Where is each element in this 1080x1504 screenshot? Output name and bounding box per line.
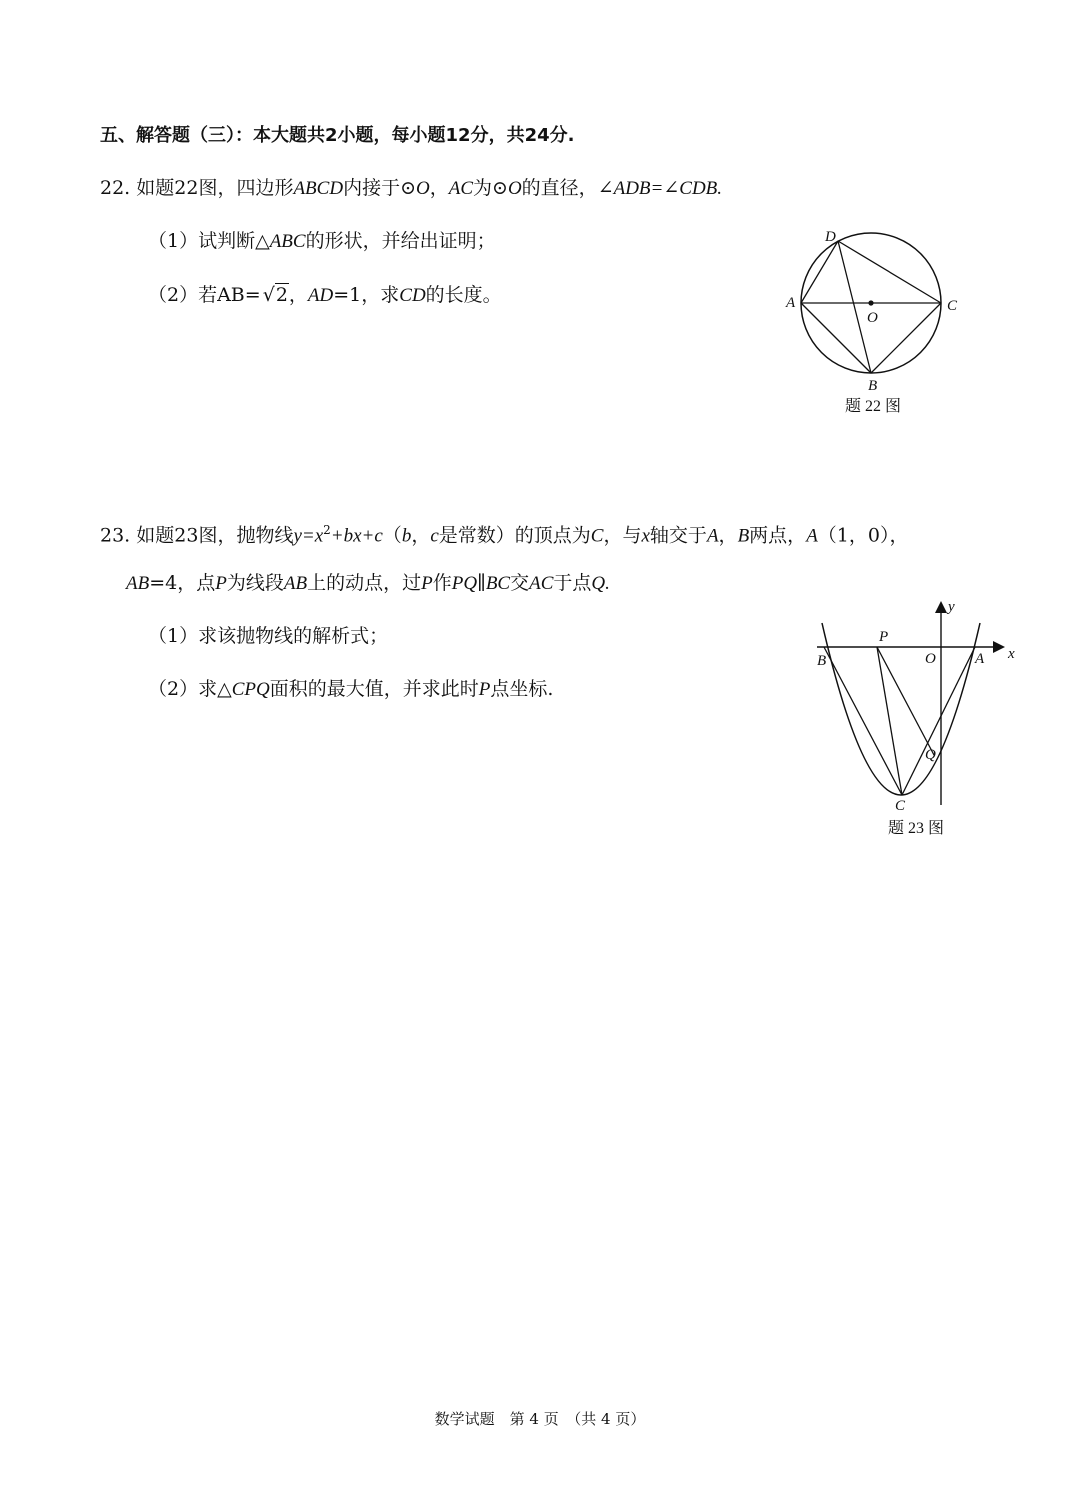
page-footer: 数学试题 第 4 页 （共 4 页）	[434, 1410, 646, 1428]
q23-var: c	[430, 525, 439, 547]
q22-angle-condition: ∠ADB=∠CDB.	[597, 178, 723, 199]
q23-var: B	[737, 525, 750, 547]
q22-part2-text: （2）若AB=	[148, 284, 261, 306]
figure-22	[775, 222, 975, 422]
label-d: D	[825, 229, 836, 245]
q23-var: PQ	[451, 573, 478, 594]
q22-part1-text: 的形状，并给出证明；	[305, 230, 496, 252]
label-y: y	[948, 599, 955, 615]
q23-part2	[148, 676, 553, 703]
q23-var: x	[641, 525, 650, 547]
segment-pc	[877, 647, 902, 795]
q23-part2-text: 点坐标.	[490, 678, 554, 700]
segment-dc	[838, 241, 941, 303]
q23-var: AB	[283, 573, 308, 594]
segment-db	[838, 241, 871, 373]
q23-text: =4，点	[149, 572, 216, 594]
q23-stem-line1	[100, 517, 908, 549]
parabola-curve	[822, 623, 980, 795]
x-axis-arrow-icon	[993, 641, 1005, 653]
q22-part1-text: （1）试判断△	[148, 230, 270, 252]
q22-stem-text: 为⊙	[473, 177, 508, 199]
q22-quad: ABCD	[293, 178, 344, 199]
q22-ac: AC	[448, 178, 474, 199]
parallel-symbol: ∥	[477, 572, 486, 594]
q23-text: ，	[718, 524, 738, 547]
q23-text: 于点	[553, 572, 592, 594]
q23-var: AB	[126, 573, 150, 594]
segment-ad	[801, 241, 838, 303]
q23-var: BC	[485, 573, 511, 594]
q22-part2-text: =1，求	[333, 284, 400, 306]
q22-circle-o: O	[507, 178, 522, 199]
q23-part2-text: （2）求△	[148, 678, 232, 700]
segment-ca	[902, 647, 975, 795]
figure-23	[805, 595, 1030, 845]
q23-equation: y=x	[293, 525, 324, 547]
q23-text: 作	[432, 572, 452, 594]
q23-var: P	[421, 573, 433, 594]
q23-var: A	[706, 525, 719, 547]
q23-text: ，	[411, 524, 431, 547]
label-a: A	[786, 295, 796, 311]
q23-var: P	[478, 679, 491, 700]
y-axis-arrow-icon	[935, 601, 947, 613]
q23-exponent: 2	[323, 523, 331, 537]
q23-var: A	[806, 525, 818, 547]
q23-text: （1，0），	[817, 524, 909, 547]
q23-number: 23.	[100, 524, 131, 547]
q23-text: 如题23图，抛物线	[136, 524, 294, 547]
q23-text: 是常数）的顶点为	[438, 524, 591, 547]
q23-var: Q.	[591, 573, 610, 594]
q22-ad: AD	[307, 285, 334, 306]
sqrt-symbol: √2	[262, 284, 288, 306]
segment-cb	[871, 303, 941, 373]
q22-stem	[100, 175, 722, 202]
label-p: P	[879, 629, 889, 645]
label-q: Q	[925, 747, 936, 763]
q23-text: 两点，	[749, 524, 807, 547]
sqrt-radicand: 2	[275, 284, 288, 306]
q22-part1	[148, 228, 496, 255]
q23-text: 为线段	[226, 572, 284, 594]
q22-stem-text: 如题22图，四边形	[136, 177, 294, 199]
segment-bc	[824, 647, 902, 795]
q23-text: （	[382, 524, 402, 547]
segment-ba	[801, 303, 871, 373]
q23-text: 交	[510, 572, 530, 594]
q23-equation: +bx+c	[330, 525, 383, 547]
q23-stem-line2	[126, 570, 610, 597]
q22-stem-text: 内接于⊙	[343, 177, 416, 199]
q22-part2-text: ，	[288, 284, 308, 306]
label-c: C	[947, 298, 958, 314]
q23-var: b	[401, 525, 412, 547]
q23-triangle-cpq: CPQ	[231, 679, 270, 700]
q22-part2-text: 的长度。	[425, 284, 502, 306]
section-title: 五、解答题（三）：本大题共2小题，每小题12分，共24分.	[100, 125, 575, 146]
q23-var: P	[215, 573, 227, 594]
q22-stem-text: 的直径，	[521, 177, 598, 199]
figure-23-caption: 题 23 图	[888, 820, 945, 837]
q22-stem-text: ，	[429, 177, 449, 199]
q23-text: ，与	[603, 524, 642, 547]
q22-circle-o: O	[415, 178, 430, 199]
q23-part2-text: 面积的最大值，并求此时	[269, 678, 479, 700]
figure-22-caption: 题 22 图	[845, 398, 902, 415]
label-o: O	[867, 310, 878, 326]
q22-triangle-abc: ABC	[269, 231, 306, 252]
q23-text: 轴交于	[649, 524, 707, 547]
q22-part2	[148, 282, 502, 309]
label-b: B	[868, 378, 878, 394]
q22-cd: CD	[399, 285, 426, 306]
q23-part1: （1）求该抛物线的解析式；	[148, 625, 389, 647]
q22-number: 22.	[100, 177, 131, 199]
q23-var: C	[590, 525, 604, 547]
label-c: C	[895, 798, 906, 814]
q23-var: AC	[529, 573, 554, 594]
label-b: B	[817, 653, 827, 669]
q23-text: 上的动点，过	[307, 572, 422, 594]
label-a: A	[975, 651, 985, 667]
label-x: x	[1008, 646, 1015, 662]
label-o: O	[925, 651, 936, 667]
center-point-o	[868, 300, 873, 305]
